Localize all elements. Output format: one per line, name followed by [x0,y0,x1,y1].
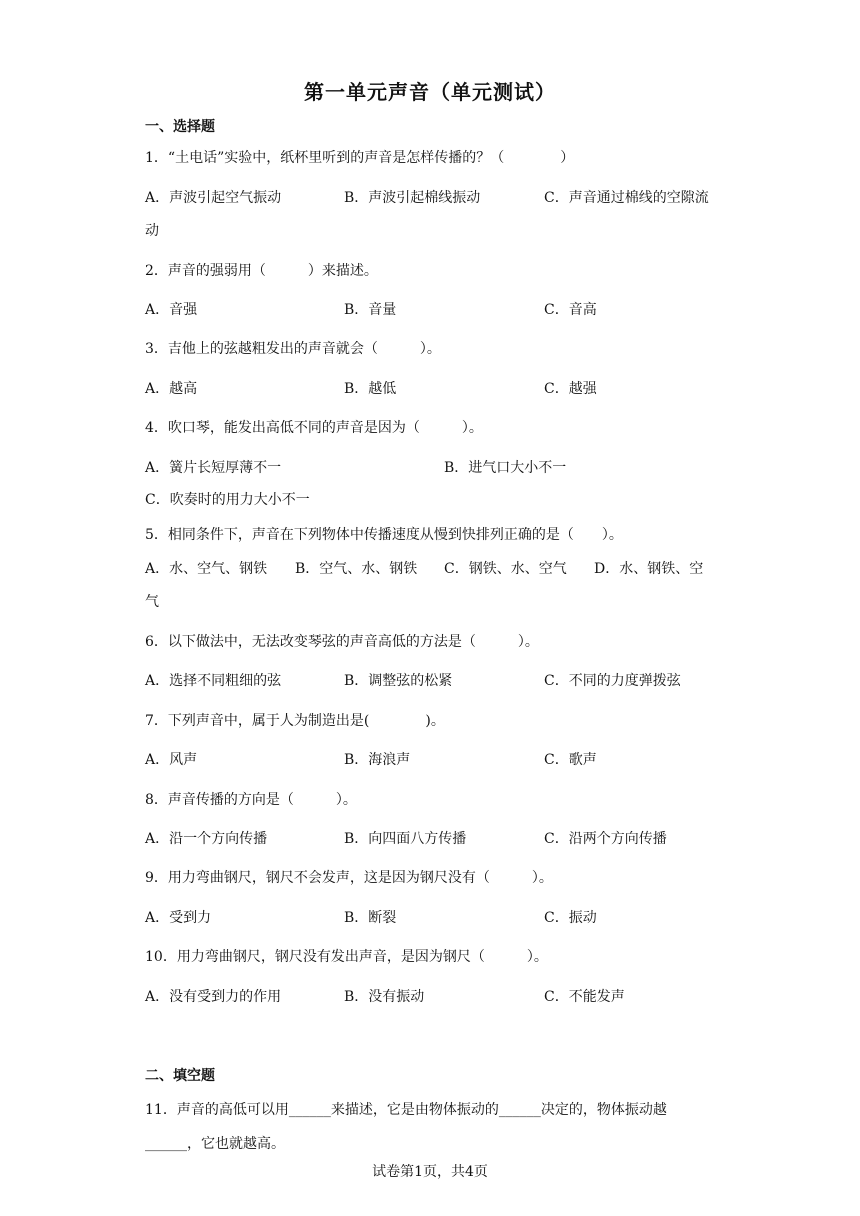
question-2-option-b: B．音量 [344,302,397,318]
question-3-option-c: C．越强 [544,381,597,397]
question-2-option-c: C．音高 [544,302,597,318]
question-1-option-b: B．声波引起棉线振动 [344,190,481,206]
question-11-continuation: ______，它也就越高。 [145,1136,285,1152]
question-1-option-c: C．声音通过棉线的空隙流 [544,190,709,206]
question-8-option-c: C．沿两个方向传播 [544,831,667,847]
question-2-option-a: A．音强 [145,302,198,318]
question-10-option-c: C．不能发声 [544,989,625,1005]
question-2: 2．声音的强弱用（ ）来描述。 [145,263,378,279]
question-4-option-c: C．吹奏时的用力大小不一 [145,492,310,508]
page-title: 第一单元声音（单元测试） [304,80,556,104]
question-8-option-a: A．沿一个方向传播 [145,831,268,847]
question-4: 4．吹口琴，能发出高低不同的声音是因为（ ）。 [145,420,483,436]
question-3-option-b: B．越低 [344,381,397,397]
question-3: 3．吉他上的弦越粗发出的声音就会（ ）。 [145,341,441,357]
question-7-option-a: A．风声 [145,752,198,768]
question-6-option-b: B．调整弦的松紧 [344,673,453,689]
question-6-option-c: C．不同的力度弹拨弦 [544,673,681,689]
question-7-option-c: C．歌声 [544,752,597,768]
question-7: 7．下列声音中，属于人为制造出是( )。 [145,713,445,729]
question-8: 8．声音传播的方向是（ ）。 [145,792,357,808]
page-footer: 试卷第1页，共4页 [372,1164,488,1180]
question-5-option-d-continuation: 气 [145,594,159,610]
question-5-option-a: A．水、空气、钢铁 [145,561,268,577]
question-5: 5．相同条件下，声音在下列物体中传播速度从慢到快排列正确的是（ ）。 [145,527,623,543]
question-9: 9．用力弯曲钢尺，钢尺不会发声，这是因为钢尺没有（ ）。 [145,870,553,886]
question-6-option-a: A．选择不同粗细的弦 [145,673,282,689]
question-4-option-a: A．簧片长短厚薄不一 [145,460,282,476]
question-5-option-b: B．空气、水、钢铁 [295,561,418,577]
question-1-option-a: A．声波引起空气振动 [145,190,282,206]
question-7-option-b: B．海浪声 [344,752,411,768]
question-11: 11．声音的高低可以用______来描述，它是由物体振动的______决定的，物体振动越 [145,1102,667,1118]
section-heading-fill-blank: 二、填空题 [145,1068,215,1084]
section-heading-choice: 一、选择题 [145,119,215,135]
question-9-option-b: B．断裂 [344,910,397,926]
question-10-option-a: A．没有受到力的作用 [145,989,282,1005]
question-9-option-a: A．受到力 [145,910,212,926]
question-3-option-a: A．越高 [145,381,198,397]
question-1-option-c-continuation: 动 [145,223,159,239]
question-1: 1．“土电话”实验中，纸杯里听到的声音是怎样传播的？（ ） [145,150,575,166]
question-9-option-c: C．振动 [544,910,597,926]
question-10-option-b: B．没有振动 [344,989,425,1005]
question-4-option-b: B．进气口大小不一 [444,460,567,476]
question-6: 6．以下做法中，无法改变琴弦的声音高低的方法是（ ）。 [145,634,539,650]
question-5-option-c: C．钢铁、水、空气 [444,561,567,577]
question-5-option-d: D．水、钢铁、空 [594,561,704,577]
question-10: 10．用力弯曲钢尺，钢尺没有发出声音，是因为钢尺（ ）。 [145,949,548,965]
question-8-option-b: B．向四面八方传播 [344,831,467,847]
